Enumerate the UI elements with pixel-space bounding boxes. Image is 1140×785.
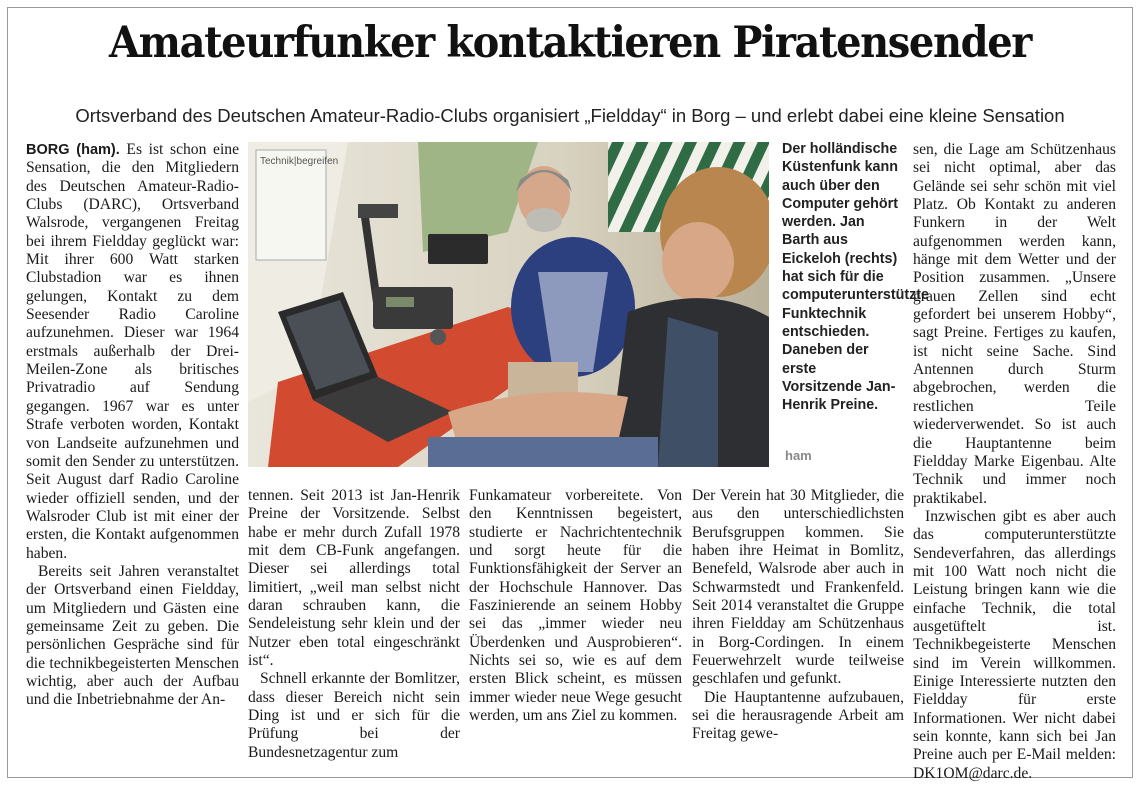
article-column-2 bbox=[248, 487, 460, 762]
paragraph: Die Hauptantenne aufzubauen, sei die herausragende Arbeit am Freitag gewe- bbox=[692, 688, 904, 743]
radio-transceiver bbox=[373, 287, 453, 329]
article-column-5 bbox=[913, 141, 1116, 783]
photo-credit: ham bbox=[785, 448, 812, 463]
headline: Amateurfunker kontaktieren Piratensender bbox=[109, 18, 1031, 68]
paragraph: Inzwischen gibt es aber auch das computerunterstützte Sendeverfahren, das allerdings mit 100 Watt noch nicht die Leistung bringen kann wie die einfache Technik, die total ausgetüftelt ist. Technikbegeisterte Menschen sind im Verein willkommen. Einige Interessierte nutzten den Fieldday für erste Informationen. Wer nicht dabei sein konnte, kann sich bei Jan Preine auch per E-Mail melden: DK1OM@darc.de. bbox=[913, 507, 1116, 782]
paragraph: sen, die Lage am Schützenhaus sei nicht optimal, aber das Gelände sei sehr schön mit viel Platz. Ob Kontakt zu anderen Funkern in der Welt aufgenommen werden kann, hänge mit dem Wetter und der Position zusammen. „Unsere grauen Zellen sind echt gefordert bei unserem Hobby“, sagt Preine. Fertiges zu kaufen, ist nicht seine Sache. Sind Antennen durch Sturm abgebrochen, werden die restlichen Teile wiederverwendet. So ist auch die Hauptantenne beim Fieldday Marke Eigenbau. Alte Technik und immer noch praktikabel. bbox=[913, 141, 1116, 507]
article-column-4 bbox=[692, 487, 904, 744]
paragraph: Der Verein hat 30 Mitglieder, die aus den unterschiedlichsten Berufsgruppen kommen. Sie haben ihre Heimat in Bomlitz, Benefeld, Walsrode aber auch in Schwarmstedt und Frankenfeld. Seit 2014 veranstaltet die Gruppe ihren Fieldday am Schützenhaus in Borg-Cordingen. In einem Feuerwehrzelt wurde teilweise geschlafen und gefunkt. bbox=[692, 487, 904, 688]
dateline: BORG (ham). bbox=[26, 142, 120, 158]
photo-illustration bbox=[248, 142, 769, 467]
article-photo bbox=[248, 142, 769, 467]
paragraph: Bereits seit Jahren veranstaltet der Ortsverband einen Fieldday, um Mitgliedern und Gästen eine gemeinsame Zeit zu geben. Die persönlichen Gespräche sind für die technikbegeisterten Menschen wichtig, aber auch der Aufbau und die Inbetriebnahme der An- bbox=[26, 562, 239, 709]
paragraph: Schnell erkannte der Bomlitzer, dass dieser Bereich nicht sein Ding ist und er sich für die Prüfung bei der Bundesnetzagentur zum bbox=[248, 670, 460, 761]
paragraph-text: Es ist schon eine Sensation, die den Mitgliedern des Deutschen Amateur-Radio-Clubs (DARC), Ortsverband Walsrode, vergangenen Freitag bei ihrem Fieldday geglückt war: Mit ihrer 600 Watt starken Clubstadion war es ihnen gelungen, Kontakt zu dem Seesender Radio Caroline aufzunehmen. Dieser war 1964 erstmals außerhalb der Drei-Meilen-Zone als britisches Privatradio auf Sendung gegangen. 1967 war es unter Strafe verboten worden, Kontakt von Landseite aufzunehmen und somit den Sender zu unterstützen. Seit August darf Radio Caroline wieder offiziell senden, und der Walsroder Club ist mit einer der ersten, die Kontakt aufgenommen haben. bbox=[26, 141, 240, 562]
paragraph: tennen. Seit 2013 ist Jan-Henrik Preine der Vorsitzende. Selbst habe er mehr durch Zufall 1978 mit dem CB-Funk angefangen. Dieser sei allerdings total limitiert, „weil man selbst nicht daran schrauben kann, die Sendeleistung sehr klein und der Nutzer eben total eingeschränkt ist“. bbox=[248, 487, 460, 670]
photo-caption: Der holländische Küstenfunk kann auch über den Computer gehört werden. Jan Barth aus Eickeloh (rechts) hat sich für die computerunterstützte Funktechnik entschieden. Daneben der erste Vorsitzende Jan-Henrik Preine. bbox=[782, 141, 929, 414]
subheadline: Ortsverband des Deutschen Amateur-Radio-Clubs organisiert „Fieldday“ in Borg – und erlebt dabei eine kleine Sensation bbox=[75, 105, 1065, 126]
article-column-1 bbox=[26, 141, 239, 710]
paragraph bbox=[26, 141, 239, 563]
paragraph: Funkamateur vorbereitete. Von den Kenntnissen begeistert, studierte er Nachrichtentechnik und sorgt heute für die Funktionsfähigkeit der Server an der Hochschule Hannover. Das Faszinierende an seinem Hobby sei das „immer wieder neu Überdenken und Ausprobieren“. Nichts sei so, wie es auf dem ersten Blick scheint, es müssen immer wieder neue Wege gesucht werden, um ans Ziel zu kommen. bbox=[469, 487, 682, 725]
article-column-3 bbox=[469, 487, 682, 725]
banner-sign-text: Technik|begreifen bbox=[260, 156, 339, 167]
